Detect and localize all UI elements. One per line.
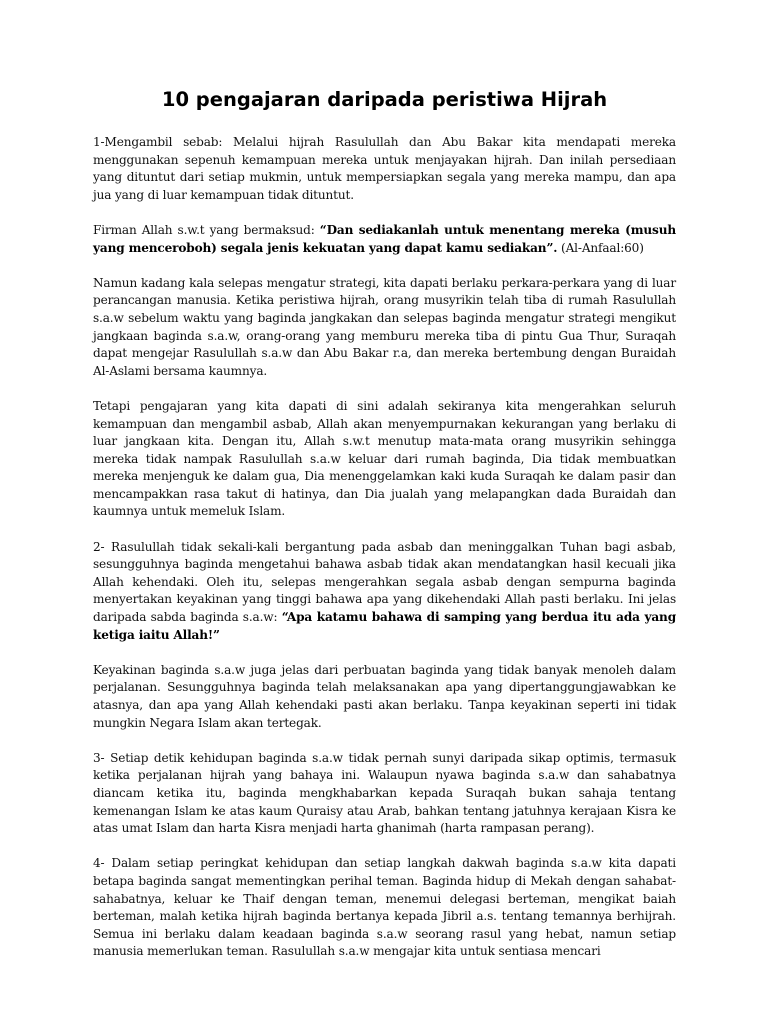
hadith-quote: “Apa katamu bahawa di samping yang berdua itu ada yang ketiga iaitu Allah!” (93, 610, 677, 642)
paragraph-4: Tetapi pengajaran yang kita dapati di sini adalah sekiranya kita mengerahkan seluruh kemampuan dan mengambil asbab, Allah akan menyempurnakan kekurangan yang berlaku di luar jangkaan kita. Dengan itu, Allah s.w.t menutup mata-mata orang musyrikin sehingga mereka tidak nampak Rasulullah s.a.w keluar dari rumah baginda, Dia tidak membuatkan mereka menjenguk ke dalam gua, Dia menenggelamkan kaki kuda Suraqah ke dalam pasir dan mencampakkan rasa takut di hatinya, dan Dia jualah yang melapangkan dada Buraidah dan kaumnya untuk memeluk Islam. (93, 398, 676, 519)
paragraph-8: 4- Dalam setiap peringkat kehidupan dan setiap langkah dakwah baginda s.a.w kita dapati betapa baginda sangat mementingkan perihal teman. Baginda hidup di Mekah dengan sahabat-sahabatnya, keluar ke Thaif dengan teman, menemui delegasi berteman, mengikat baiah berteman, malah ketika hijrah baginda bertanya kepada Jibril a.s. tentang temannya berhijrah. Semua ini berlaku dalam keadaan baginda s.a.w seorang rasul yang hebat, namun setiap manusia memerlukan teman. Rasulullah s.a.w mengajar kita untuk sentiasa mencari (93, 856, 676, 959)
paragraph-1: 1-Mengambil sebab: Melalui hijrah Rasulullah dan Abu Bakar kita mendapati mereka menggunakan sepenuh kemampuan mereka untuk menjayakan hijrah. Dan inilah persediaan yang dituntut dari setiap mukmin, untuk mempersiapkan segala yang mereka mampu, dan apa jua yang di luar kemampuan tidak dituntut. (93, 135, 676, 202)
paragraph-5-text: 2- Rasulullah tidak sekali-kali bergantung pada asbab dan meninggalkan Tuhan bagi asbab, sesungguhnya baginda mengetahui bahawa asbab tidak akan mendatangkan hasil kecuali jika Allah kehendaki. Oleh itu, selepas mengerahkan segala asbab dengan sempurna baginda menyertakan keyakinan yang tinggi bahawa apa yang dikehendaki Allah pasti berlaku. Ini jelas daripada sabda baginda s.a.w: (93, 539, 676, 625)
paragraph-6: Keyakinan baginda s.a.w juga jelas dari perbuatan baginda yang tidak banyak menoleh dalam perjalanan. Sesungguhnya baginda telah melaksanakan apa yang dipertanggungjawabkan ke atasnya, dan apa yang Allah kehendaki pasti akan berlaku. Tanpa keyakinan seperti ini tidak mungkin Negara Islam akan tertegak. (93, 662, 676, 730)
quran-reference: (Al-Anfaal:60) (557, 240, 644, 255)
document-title: 10 pengajaran daripada peristiwa Hijrah (161, 88, 608, 111)
paragraph-5 (93, 539, 676, 645)
paragraph-2 (93, 222, 676, 257)
paragraph-7: 3- Setiap detik kehidupan baginda s.a.w tidak pernah sunyi daripada sikap optimis, termasuk ketika perjalanan hijrah yang bahaya ini. Walaupun nyawa baginda s.a.w dan sahabatnya diancam ketika itu, baginda mengkhabarkan kepada Suraqah bukan sahaja tentang kemenangan Islam ke atas kaum Quraisy atau Arab, bahkan tentang jatuhnya kerajaan Kisra ke atas umat Islam dan harta Kisra menjadi harta ghanimah (harta rampasan perang). (93, 750, 676, 836)
paragraph-3: Namun kadang kala selepas mengatur strategi, kita dapati berlaku perkara-perkara yang di luar perancangan manusia. Ketika peristiwa hijrah, orang musyrikin telah tiba di rumah Rasulullah s.a.w sebelum waktu yang baginda jangkakan dan selepas baginda mengatur strategi mengikut jangkaan baginda s.a.w, orang-orang yang memburu mereka tiba di pintu Gua Thur, Suraqah dapat mengejar Rasulullah s.a.w dan Abu Bakar r.a, dan mereka bertembung dengan Buraidah Al-Aslami bersama kaumnya. (93, 275, 676, 378)
document-page (93, 86, 676, 979)
quran-quote: “Dan sediakanlah untuk menentang mereka (musuh yang menceroboh) segala jenis kekuatan yang dapat kamu sediakan”. (93, 222, 676, 255)
paragraph-2-intro: Firman Allah s.w.t yang bermaksud: (93, 222, 320, 237)
